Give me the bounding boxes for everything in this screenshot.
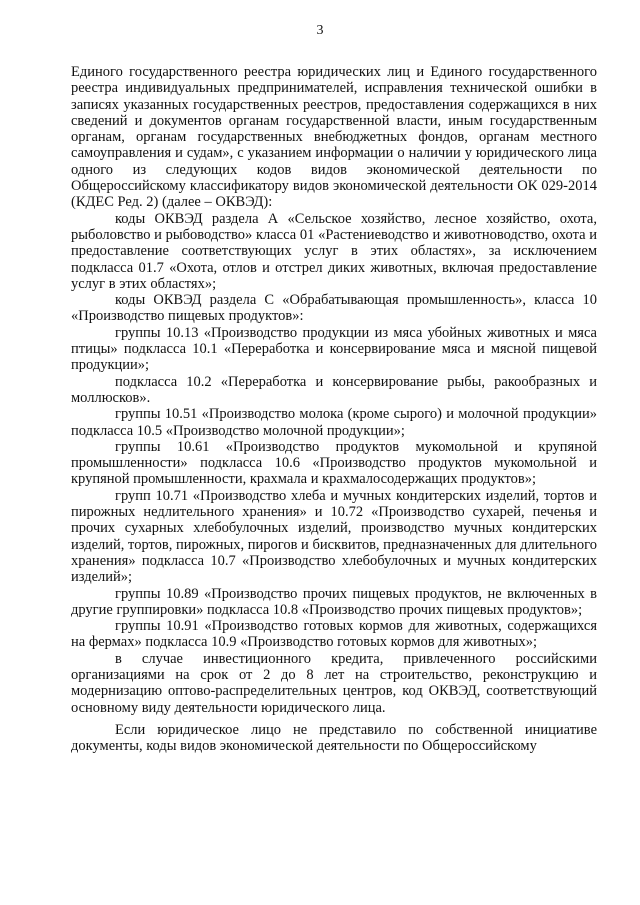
paragraph-no-documents: Если юридическое лицо не представило по собственной инициативе документы, коды видов экономической деятельности по Общероссийскому (71, 721, 597, 755)
paragraph-section-a: коды ОКВЭД раздела А «Сельское хозяйство, лесное хозяйство, охота, рыболовство и рыбоводство» класса 01 «Растениеводство и животноводство, охота и предоставление соответствующих услуг в этих областях», за исключением подкласса 01.7 «Охота, отлов и отстрел диких животных, включая предоставление услуг в этих областях»; (71, 210, 597, 292)
paragraph-subclass-10-2: подкласса 10.2 «Переработка и консервирование рыбы, ракообразных и моллюсков». (71, 373, 597, 406)
page-number: 3 (316, 23, 324, 38)
paragraph-group-10-91: группы 10.91 «Производство готовых кормов для животных, содержащихся на фермах» подкласса 10.9 «Производство готовых кормов для животных»; (71, 618, 597, 651)
paragraph-group-10-61: группы 10.61 «Производство продуктов мукомольной и крупяной промышленности» подкласса 10.6 «Производство продуктов мукомольной и крупяной промышленности, крахмала и крахмалосодержащих продуктов»; (71, 438, 597, 488)
paragraph-group-10-51: группы 10.51 «Производство молока (кроме сырого) и молочной продукции» подкласса 10.5 «Производство молочной продукции»; (71, 406, 597, 439)
paragraph-investment-credit: в случае инвестиционного кредита, привлеченного российскими организациями на срок от 2 до 8 лет на строительство, реконструкцию и модернизацию оптово-распределительных центров, код ОКВЭД, соответствующий основному виду деятельности юридического лица. (71, 650, 597, 716)
document-body (71, 64, 597, 754)
paragraph-registry-intro: Единого государственного реестра юридических лиц и Единого государственного реестра индивидуальных предпринимателей, исправления технической ошибки в записях указанных государственных реестров, предоставления содержащихся в них сведений и документов органам государственной власти, иным государственным органам, органам государственных внебюджетных фондов, органам местного самоуправления и судам», с указанием информации о наличии у юридического лица одного из следующих кодов видов экономической деятельности по Общероссийскому классификатору видов экономической деятельности ОК 029-2014 (КДЕС Ред. 2) (далее – ОКВЭД): (71, 64, 597, 211)
paragraph-group-10-13: группы 10.13 «Производство продукции из мяса убойных животных и мяса птицы» подкласса 10.1 «Переработка и консервирование мяса и мясной пищевой продукции»; (71, 324, 597, 374)
paragraph-group-10-89: группы 10.89 «Производство прочих пищевых продуктов, не включенных в другие группировки» подкласса 10.8 «Производство прочих пищевых продуктов»; (71, 585, 597, 618)
paragraph-section-c: коды ОКВЭД раздела С «Обрабатывающая промышленность», класса 10 «Производство пищевых продуктов»: (71, 292, 597, 325)
paragraph-groups-10-71-10-72: групп 10.71 «Производство хлеба и мучных кондитерских изделий, тортов и пирожных недлительного хранения» и 10.72 «Производство сухарей, печенья и прочих сухарных хлебобулочных изделий, производство мучных кондитерских изделий, тортов, пирожных, пирогов и бисквитов, предназначенных для длительного хранения» подкласса 10.7 «Производство хлебобулочных и мучных кондитерских изделий»; (71, 487, 597, 586)
